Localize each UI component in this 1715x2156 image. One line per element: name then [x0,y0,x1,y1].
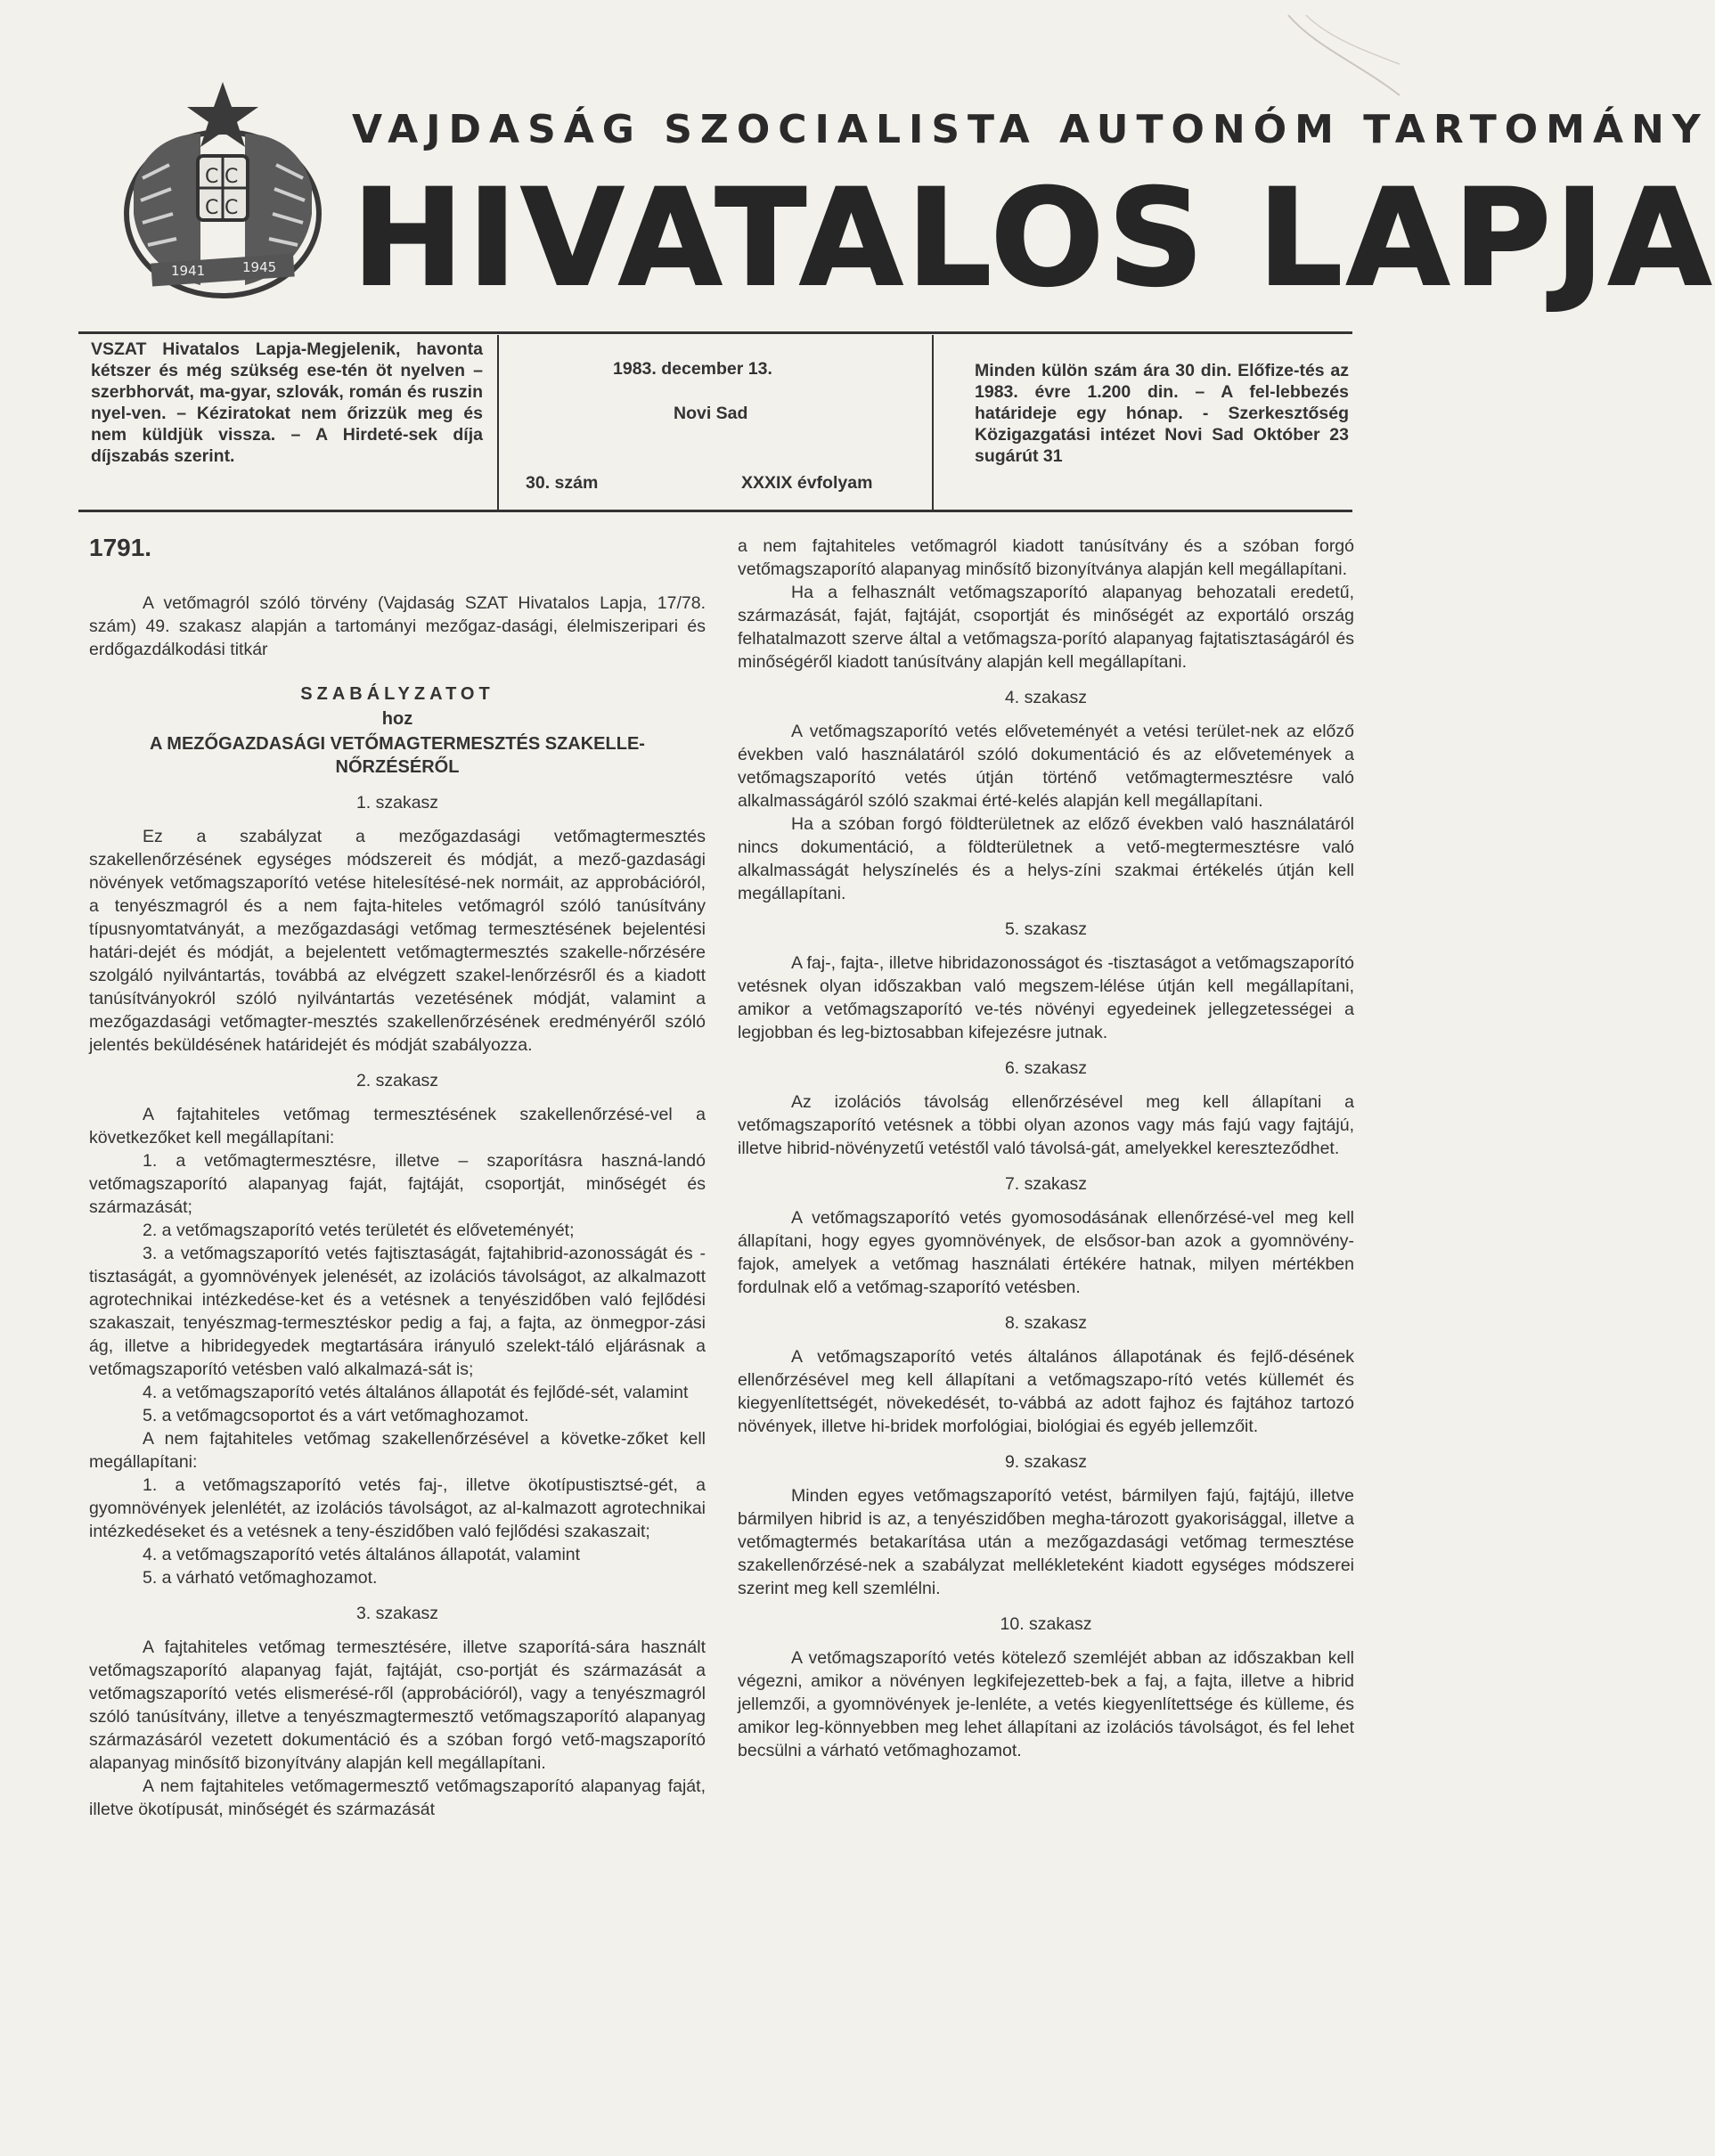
section-heading: 5. szakasz [1004,919,1088,939]
section-heading: 1. szakasz [355,793,439,813]
paragraph: A fajtahiteles vetőmag termesztésére, illetve szaporítá-sára használt vetőmagszaporító alapanyag faját, fajtáját, cso-portját és származását a vetőmagszaporító vetés elismerésé-ről (approbációról), vagy a tenyészmagról szóló tanúsítvány, illetve a tenyészmagtermesztő vetőmagszaporító alapanyag származásáról vezetett dokumentáció és a szóban forgó vető-magszaporító alapanyag minősítő bizonyítvány alapján kell megállapítani. [89,1637,706,1773]
section-heading: 9. szakasz [1004,1452,1088,1472]
section-heading: 8. szakasz [1004,1313,1088,1333]
coat-of-arms-icon [116,80,330,303]
band-top-rule [78,331,1352,334]
section-heading: 3. szakasz [355,1604,439,1623]
section-heading: 6. szakasz [1004,1058,1088,1078]
svg-text:С: С [205,197,219,219]
paragraph: Ha a szóban forgó földterületnek az előző években való használatáról nincs dokumentáció, a földterületnek a vető-megtermesztésre való alkalmasságát helyszínelés és a helys-zíni szakmai értékelés útján kell megállapítani. [738,814,1354,903]
paragraph: A nem fajtahiteles vetőmag szakellenőrzésével a követke-zőket kell megállapítani: [89,1429,706,1472]
price-info: Minden külön szám ára 30 din. Előfize-tés az 1983. évre 1.200 din. – A fel-lebbezés határideje egy hónap. - Szerkesztőség Közigazgatási intézet Novi Sad Október 23 sugárút 31 [975,361,1349,466]
paragraph: A vetőmagszaporító vetés kötelező szemléjét abban az időszakban kell végezni, amikor a növényen legkifejezetteb-bek a faj, a fajta, illetve a hibrid jellemzői, a gyomnövények je-lenléte, a vetés kiegyenlítettsége és külleme, és amikor leg-könnyebben meg lehet állapítani az izolációs távolságot, és fel lehet becsülni a várható vetőmaghozamot. [738,1648,1354,1760]
region-title: VAJDASÁG SZOCIALISTA AUTONÓM TARTOMÁNY [352,107,1709,152]
list-item: 4. a vetőmagszaporító vetés általános állapotát és fejlődé-sét, valamint [143,1383,689,1402]
emblem-year-end: 1945 [242,259,277,275]
list-item: 2. a vetőmagszaporító vetés területét és előveteményét; [143,1221,575,1240]
section-heading: 7. szakasz [1004,1174,1088,1194]
paragraph: a nem fajtahiteles vetőmagról kiadott tanúsítvány és a szóban forgó vetőmagszaporító alapanyag minősítő bizonyítványa alapján kell megállapítani. [738,536,1354,579]
list-item: 5. a vetőmagcsoportot és a várt vetőmaghozamot. [143,1406,529,1425]
band-separator-right [932,335,934,510]
section-heading: 10. szakasz [1000,1614,1092,1634]
emblem-year-start: 1941 [171,263,206,279]
paragraph: A faj-, fajta-, illetve hibridazonosságot és -tisztaságot a vetőmagszaporító vetésnek olyan időszakban való megszem-lélése útján kell megállapítani, amikor a vetőmagszaporító ve-tés növényi egyedeinek jellegzetességei a legjobban és leg-biztosabban kifejezésre jutnak. [738,953,1354,1042]
list-item: 3. a vetőmagszaporító vetés fajtisztaságát, fajtahibrid-azonosságát és -tisztaságát, a gyomnövények jelenését, az izolációs távolságot, az alkalmazott agrotechnikai intézkedése-ket és a vetésnek a tenyészidőben való fejlődési szakaszait, tenyészmag-termesztéskor pedig a faj, a fajta, az önmegpor-zási ág, illetve a hibridegyedek megtartására irányuló szelekt-táló eljárásnak a vetőmagszaporító vetésben való alkalmazá-sát is; [89,1244,706,1379]
band-bottom-rule [78,510,1352,512]
paragraph: A vetőmagszaporító vetés általános állapotának és fejlő-désének ellenőrzésével meg kell állapítani a vetőmagszapo-rító vetés küllemét és kiegyenlítettségét, növekedését, to-vábbá az adott fajhoz és fajtához tartozó növények, illetve hi-bridek morfológiai, biológiai és egyéb jellemzőit. [738,1347,1354,1436]
info-band [78,331,1352,517]
rulebook-hoz: hoz [381,709,413,729]
publication-info: VSZAT Hivatalos Lapja-Megjelenik, havonta kétszer és még szükség ese-tén öt nyelven – szerbhorvát, ma-gyar, szlovák, román és ruszin nyel-ven. – Kéziratokat nem őrizzük meg és nem küldjük vissza. – A Hirdeté-sek díja díjszabás szerint. [91,339,483,466]
svg-text:С: С [205,166,219,188]
issue-volume: XXXIX évfolyam [741,473,873,493]
rulebook-title: SZABÁLYZATOT [300,684,494,704]
issue-place: Novi Sad [674,404,748,423]
paragraph: A nem fajtahiteles vetőmagermesztő vetőmagszaporító alapanyag faját, illetve ökotípusát, minőségét és származását [89,1776,706,1819]
list-item: 5. a várható vetőmaghozamot. [143,1568,378,1588]
paper-title: HIVATALOS LAPJA [352,161,1715,316]
issue-date: 1983. december 13. [613,359,772,379]
paragraph: A vetőmagszaporító vetés gyomosodásának ellenőrzésé-vel meg kell állapítani, hogy egyes gyomnövények, de elsősor-ban azok a gyomnövény-fajok, amelyek a vetőmag használati értékére hatnak, milyen mértékben fordulnak elő a vetőmag-szaporító vetésben. [738,1208,1354,1297]
list-item: 1. a vetőmagszaporító vetés faj-, illetve ökotípustisztsé-gét, a gyomnövények jelenlétét, az izolációs távolságot, az al-kalmazott agrotechnikai intézkedéseket és a vetésnek a teny-észidőben való fejlődési szakaszait; [89,1475,706,1541]
section-heading: 4. szakasz [1004,688,1088,707]
svg-text:С: С [225,166,239,188]
paragraph: Az izolációs távolság ellenőrzésével meg kell állapítani a vetőmagszaporító vetésnek a többi olyan azonos vagy más fajú vagy fajtájú, illetve hibrid-növényzetű vetéstől való távolsá-gát, amelyekkel kereszteződhet. [738,1092,1354,1158]
list-item: 1. a vetőmagtermesztésre, illetve – szaporításra haszná-landó vetőmagszaporító alapanyag faját, fajtáját, csoportját, minőségét és származását; [89,1151,706,1217]
paragraph: Ez a szabályzat a mezőgazdasági vetőmagtermesztés szakellenőrzésének egységes módszereit és módját, a mező-gazdasági növények vetőmagszaporító vetése hitelesítésé-nek normáit, az approbációról, a tenyészmagról és a nem fajta-hiteles vetőmagról szóló tanúsítvány típusnyomtatványát, a mezőgazdasági vetőmag termesztésének bejelentési határi-dejét és módját, a bejelentett vetőmagtermesztés szakelle-nőrzésére szolgáló nyilvántartás, továbbá az elvégzett szakel-lenőrzésről és a kiadott tanúsítványokról szóló nyilvántartás vezetésének módját, valamint a mezőgazdasági vetőmagter-mesztés szakellenőrzésének eredményéről szóló jelentés beküldésének határidejét és módját szabályozza. [89,827,706,1055]
library-stamp-icon [1279,11,1404,109]
paragraph: Minden egyes vetőmagszaporító vetést, bármilyen fajú, fajtájú, illetve bármilyen hibrid is az, a tenyészidőben megha-tározott gyakorisággal, illetve a vetőmagtermés betakarítása után a mezőgazdasági vetőmag termesztése szakellenőrzésé-nek a szabályzat mellékleteként kiadott egységes módszerei szerint meg kell szemlélni. [738,1486,1354,1598]
section-heading: 2. szakasz [355,1071,439,1090]
paragraph: A fajtahiteles vetőmag termesztésének szakellenőrzésé-vel a következőket kell megállapítani: [89,1105,706,1147]
band-separator-left [497,335,499,510]
svg-text:С: С [225,197,239,219]
decree-intro: A vetőmagról szóló törvény (Vajdaság SZAT Hivatalos Lapja, 17/78. szám) 49. szakasz alapján a tartományi mezőgaz-dasági, élelmiszeripari és erdőgazdálkodási titkár [89,593,706,659]
rulebook-subject: A MEZŐGAZDASÁGI VETŐMAGTERMESZTÉS SZAKELLE-NŐRZÉSÉRŐL [150,734,645,777]
issue-number: 30. szám [526,473,599,493]
paragraph: Ha a felhasznált vetőmagszaporító alapanyag behozatali eredetű, származását, faját, fajtáját, csoportját és minőségét az exportáló ország felhatalmazott szerve által a vetőmagsza-porító alapanyag fajtatisztaságáról és minőségéről kiadott tanúsítvány alapján kell megállapítani. [738,583,1354,672]
list-item: 4. a vetőmagszaporító vetés általános állapotát, valamint [143,1545,581,1564]
left-column [89,535,706,1821]
decree-number: 1791. [89,534,152,561]
paragraph: A vetőmagszaporító vetés előveteményét a vetési terület-nek az előző években való használatáról szóló dokumentáció és az elővetemények a vetőmagszaporító vetés útján történő vetőmagtermesztésre való alkalmasságáról szóló szakmai érté-kelés alapján kell megállapítani. [738,722,1354,811]
right-column [738,535,1354,1762]
